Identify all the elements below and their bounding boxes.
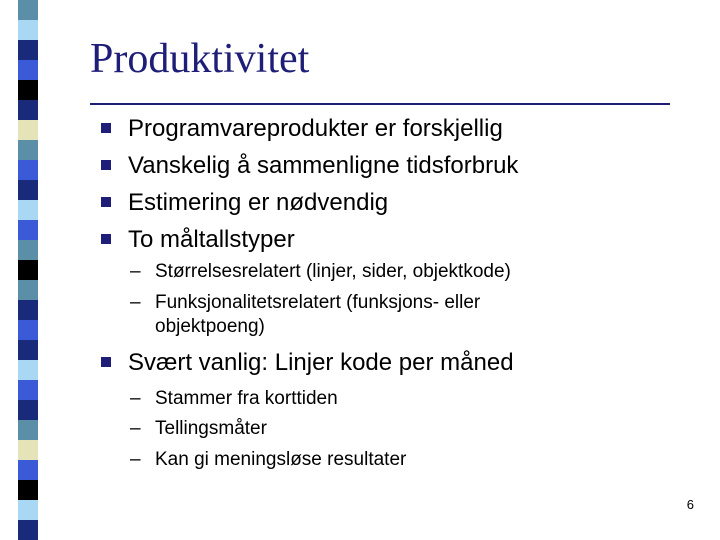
sub-bullet-item: Funksjonalitetsrelatert (funksjons- eller — [155, 292, 481, 313]
stripe-block — [18, 440, 38, 460]
sub-bullet-item: Tellingsmåter — [155, 418, 267, 439]
stripe-block — [18, 500, 38, 520]
square-bullet-icon — [101, 160, 111, 170]
stripe-block — [18, 40, 38, 60]
square-bullet-icon — [101, 357, 111, 367]
stripe-block — [18, 180, 38, 200]
page-number: 6 — [686, 497, 694, 512]
bullet-item: To måltallstyper — [128, 226, 295, 253]
stripe-block — [18, 320, 38, 340]
stripe-block — [18, 100, 38, 120]
stripe-block — [18, 420, 38, 440]
bullet-item: Svært vanlig: Linjer kode per måned — [128, 349, 514, 376]
stripe-block — [18, 360, 38, 380]
stripe-block — [18, 460, 38, 480]
stripe-block — [18, 280, 38, 300]
stripe-block — [18, 80, 38, 100]
dash-marker: – — [130, 418, 141, 439]
stripe-block — [18, 520, 38, 540]
stripe-block — [18, 60, 38, 80]
dash-marker: – — [130, 449, 141, 470]
square-bullet-icon — [101, 123, 111, 133]
stripe-block — [18, 260, 38, 280]
bullet-item: Programvareprodukter er forskjellig — [128, 115, 503, 142]
dash-marker: – — [130, 388, 141, 409]
decorative-stripe — [0, 0, 58, 540]
sub-bullet-item: Kan gi meningsløse resultater — [155, 449, 407, 470]
bullet-item: Vanskelig å sammenligne tidsforbruk — [128, 152, 519, 179]
stripe-block — [18, 140, 38, 160]
stripe-block — [18, 200, 38, 220]
square-bullet-icon — [101, 234, 111, 244]
stripe-block — [18, 480, 38, 500]
stripe-block — [18, 380, 38, 400]
stripe-block — [18, 220, 38, 240]
dash-marker: – — [130, 292, 141, 313]
stripe-block — [18, 160, 38, 180]
slide-title: Produktivitet — [90, 36, 310, 82]
stripe-block — [18, 0, 38, 20]
stripe-block — [18, 20, 38, 40]
dash-marker: – — [130, 261, 141, 282]
sub-bullet-item: Stammer fra korttiden — [155, 388, 338, 409]
stripe-block — [18, 340, 38, 360]
stripe-block — [18, 400, 38, 420]
square-bullet-icon — [101, 197, 111, 207]
sub-bullet-item-continuation: objektpoeng) — [155, 316, 265, 337]
bullet-item: Estimering er nødvendig — [128, 189, 389, 216]
sub-bullet-item: Størrelsesrelatert (linjer, sider, objektkode) — [155, 261, 511, 282]
stripe-block — [18, 240, 38, 260]
stripe-block — [18, 300, 38, 320]
stripe-block — [18, 120, 38, 140]
title-underline — [90, 103, 670, 105]
